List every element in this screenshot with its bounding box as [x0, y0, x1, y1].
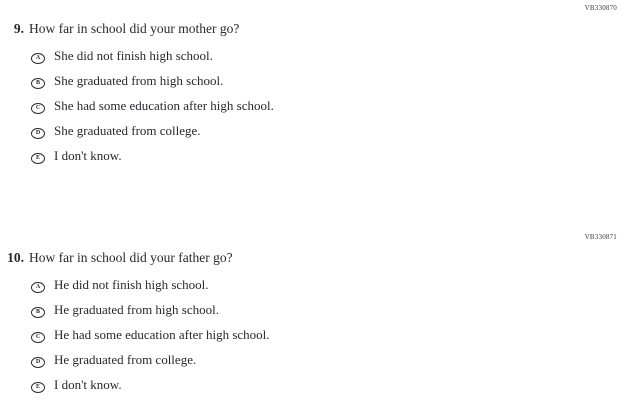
- answer-option[interactable]: [31, 352, 624, 368]
- options-list: [0, 48, 624, 164]
- option-bubble-icon[interactable]: [31, 128, 45, 139]
- option-letter: C: [35, 334, 41, 340]
- question-text: How far in school did your mother go?: [29, 21, 240, 36]
- option-bubble-icon[interactable]: [31, 78, 45, 89]
- item-code: VB330870: [584, 4, 617, 12]
- item-code: VB330871: [584, 233, 617, 241]
- option-label: He had some education after high school.: [54, 327, 270, 342]
- option-bubble-icon[interactable]: [31, 382, 45, 393]
- option-bubble-icon[interactable]: [31, 332, 45, 343]
- question-block: [0, 233, 624, 393]
- option-bubble-icon[interactable]: [31, 307, 45, 318]
- option-label: She did not finish high school.: [54, 48, 213, 63]
- answer-option[interactable]: [31, 377, 624, 393]
- option-bubble-icon[interactable]: [31, 53, 45, 64]
- answer-option[interactable]: [31, 73, 624, 89]
- answer-option[interactable]: [31, 48, 624, 64]
- option-bubble-icon[interactable]: [31, 357, 45, 368]
- question-block: [0, 0, 624, 164]
- answer-option[interactable]: [31, 302, 624, 318]
- option-bubble-icon[interactable]: [31, 153, 45, 164]
- option-letter: B: [35, 309, 40, 315]
- option-letter: E: [35, 384, 40, 390]
- option-label: I don't know.: [54, 148, 122, 163]
- question-number: 9.: [13, 21, 24, 36]
- question-row: [0, 21, 624, 36]
- option-label: He graduated from college.: [54, 352, 197, 367]
- question-text: How far in school did your father go?: [29, 250, 233, 265]
- answer-option[interactable]: [31, 277, 624, 293]
- option-label: He did not finish high school.: [54, 277, 209, 292]
- option-label: She had some education after high school.: [54, 98, 274, 113]
- option-label: She graduated from high school.: [54, 73, 224, 88]
- option-letter: A: [35, 284, 41, 290]
- option-letter: D: [35, 130, 41, 136]
- question-row: [0, 250, 624, 265]
- option-label: He graduated from high school.: [54, 302, 219, 317]
- option-label: She graduated from college.: [54, 123, 201, 138]
- option-letter: E: [35, 155, 40, 161]
- option-letter: C: [35, 105, 41, 111]
- option-label: I don't know.: [54, 377, 122, 392]
- answer-option[interactable]: [31, 327, 624, 343]
- answer-option[interactable]: [31, 98, 624, 114]
- option-letter: B: [35, 80, 40, 86]
- answer-option[interactable]: [31, 123, 624, 139]
- option-bubble-icon[interactable]: [31, 282, 45, 293]
- option-bubble-icon[interactable]: [31, 103, 45, 114]
- option-letter: D: [35, 359, 41, 365]
- options-list: [0, 277, 624, 393]
- question-number: 10.: [7, 250, 24, 265]
- option-letter: A: [35, 55, 41, 61]
- answer-option[interactable]: [31, 148, 624, 164]
